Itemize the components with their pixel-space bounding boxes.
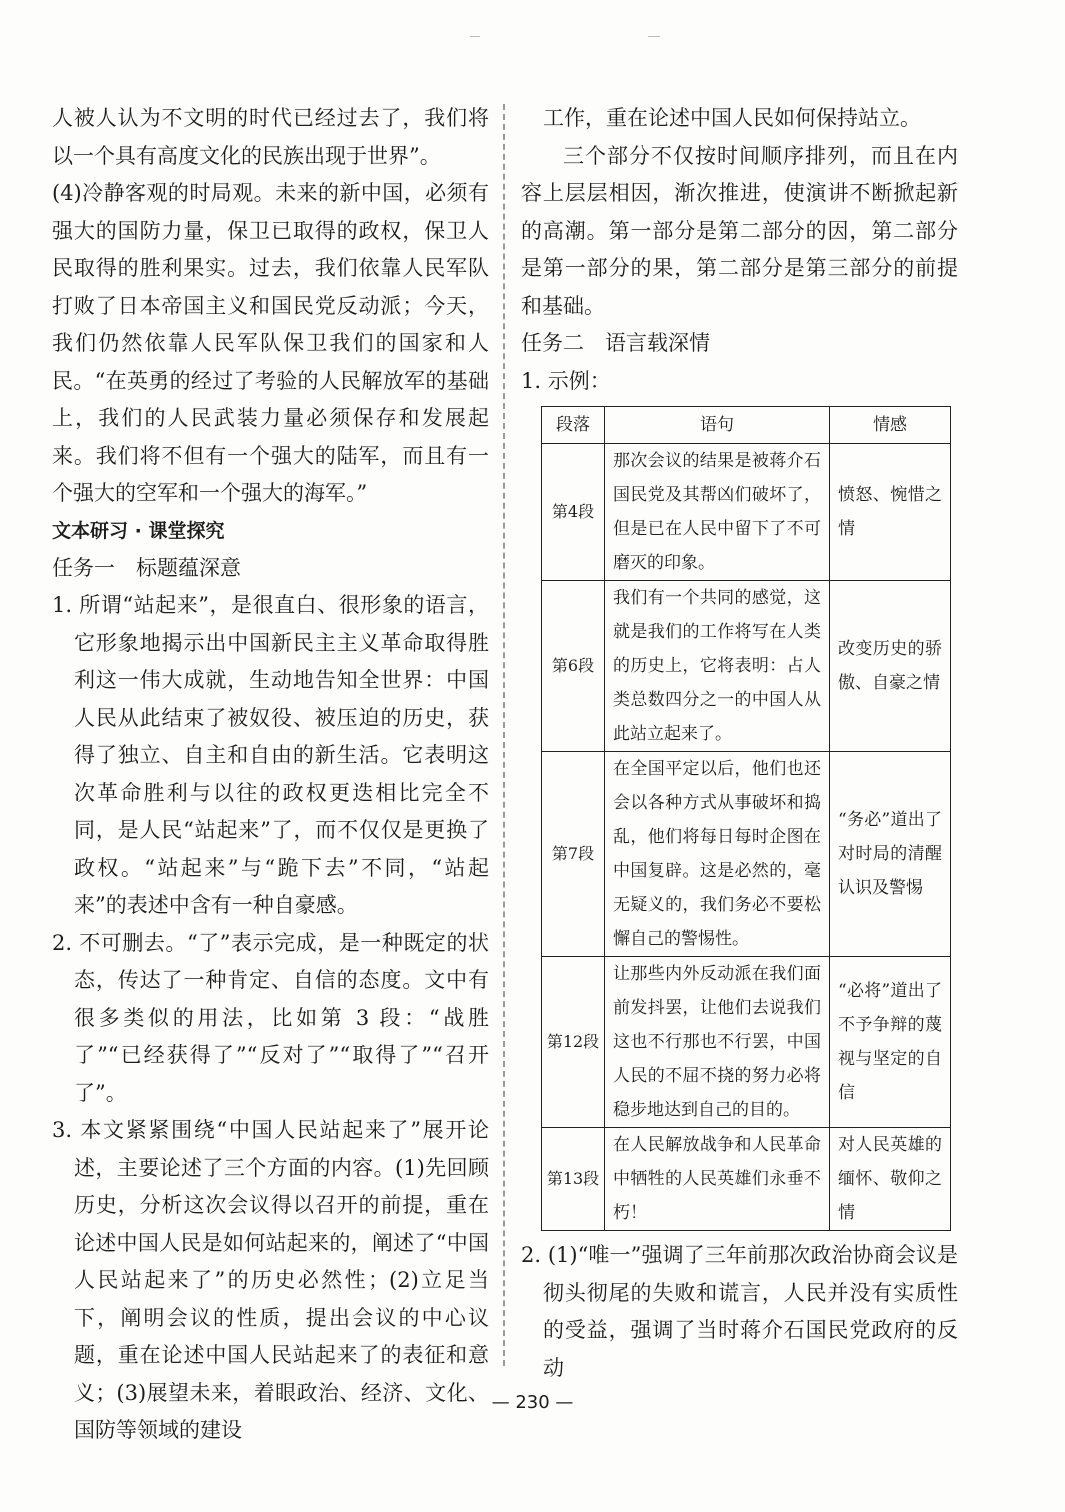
cell-emotion: 愤怒、惋惜之情 [830,444,951,581]
cell-paragraph: 第6段 [542,581,605,752]
right-paragraph-2: 三个部分不仅按时间顺序排列，而且在内容上层层相因，渐次推进，使演讲不断掀起新的高潮。第一部分是第二部分的因，第二部分是第一部分的果，第二部分是第三部分的前提和基础。 [521,143,958,318]
cell-paragraph: 第13段 [542,1128,605,1231]
cell-emotion: “必将”道出了不予争辩的蔑视与坚定的自信 [830,957,951,1128]
cell-paragraph: 第12段 [542,957,605,1128]
cell-sentence: 我们有一个共同的感觉，这就是我们的工作将写在人类的历史上，它将表明：占人类总数四分之一的中国人从此站立起来了。 [605,581,830,752]
left-column [52,100,489,1450]
table-row [542,581,951,752]
scan-mark [648,36,660,37]
answer-item-1: 1. 所谓“站起来”，是很直白、很形象的语言，它形象地揭示出中国新民主主义革命取得胜利这一伟大成就，生动地告知全世界：中国人民从此结束了被奴役、被压迫的历史，获得了独立、自主和自由的新生活。它表明这次革命胜利与以往的政权更迭相比完全不同，是人民“站起来”了，而不仅仅是更换了政权。“站起来”与“跪下去”不同，“站起来”的表述中含有一种自豪感。 [52,593,489,917]
table-header: 情感 [830,407,951,444]
scan-mark [470,36,480,37]
task-heading-2: 任务二 语言载深情 [521,331,710,355]
table-row [542,444,951,581]
cell-emotion: 对人民英雄的缅怀、敬仰之情 [830,1128,951,1231]
answer-item-2: 2. 不可删去。“了”表示完成，是一种既定的状态，传达了一种肯定、自信的态度。文中有很多类似的用法，比如第 3 段：“战胜了”“已经获得了”“反对了”“取得了”“召开了”。 [52,930,489,1105]
right-paragraph-1: 工作，重在论述中国人民如何保持站立。 [543,106,921,130]
column-divider [503,104,505,1366]
example-table [541,406,951,1231]
cell-paragraph: 第4段 [542,444,605,581]
cell-paragraph: 第7段 [542,752,605,957]
table-header: 段落 [542,407,605,444]
right-column [521,100,958,1387]
table-row [542,1128,951,1231]
cell-emotion: “务必”道出了对时局的清醒认识及警惕 [830,752,951,957]
cell-sentence: 让那些内外反动派在我们面前发抖罢，让他们去说我们这也不行那也不行罢，中国人民的不屈不挠的努力必将稳步地达到自己的目的。 [605,957,830,1128]
example-label: 1. 示例： [521,368,611,393]
answer-item-2-right: 2. (1)“唯一”强调了三年前那次政治协商会议是彻头彻尾的失败和谎言，人民并没有实质性的受益，强调了当时蒋介石国民党政府的反动 [521,1243,958,1380]
answer-item-3: 3. 本文紧紧围绕“中国人民站起来了”展开论述，主要论述了三个方面的内容。(1)先回顾历史，分析这次会议得以召开的前提，重在论述中国人民是如何站起来的，阐述了“中国人民站起来了”的历史必然性；(2)立足当下，阐明会议的性质，提出会议的中心议题，重在论述中国人民站起来了的表征和意义；(3)展望未来，着眼政治、经济、文化、国防等领域的建设 [52,1118,489,1442]
cell-sentence: 那次会议的结果是被蒋介石国民党及其帮凶们破坏了，但是已在人民中留下了不可磨灭的印象。 [605,444,830,581]
page-number: — 230 — [491,1392,574,1413]
left-paragraph-2: (4)冷静客观的时局观。未来的新中国，必须有强大的国防力量，保卫已取得的政权，保卫人民取得的胜利果实。过去，我们依靠人民军队打败了日本帝国主义和国民党反动派；今天，我们仍然依靠人民军队保卫我们的国家和人民。“在英勇的经过了考验的人民解放军的基础上，我们的人民武装力量必须保存和发展起来。我们将不但有一个强大的陆军，而且有一个强大的空军和一个强大的海军。” [52,181,489,505]
left-paragraph-1: 人被人认为不文明的时代已经过去了，我们将以一个具有高度文化的民族出现于世界”。 [52,106,489,168]
cell-emotion: 改变历史的骄傲、自豪之情 [830,581,951,752]
cell-sentence: 在人民解放战争和人民革命中牺牲的人民英雄们永垂不朽！ [605,1128,830,1231]
table-header: 语句 [605,407,830,444]
task-heading-1: 任务一 标题蕴深意 [52,555,241,580]
table-row [542,752,951,957]
cell-sentence: 在全国平定以后，他们也还会以各种方式从事破坏和捣乱，他们将每日每时企图在中国复辟。这是必然的，毫无疑义的，我们务必不要松懈自己的警惕性。 [605,752,830,957]
table-header-row [542,407,951,444]
table-row [542,957,951,1128]
section-heading: 文本研习 · 课堂探究 [52,519,225,542]
